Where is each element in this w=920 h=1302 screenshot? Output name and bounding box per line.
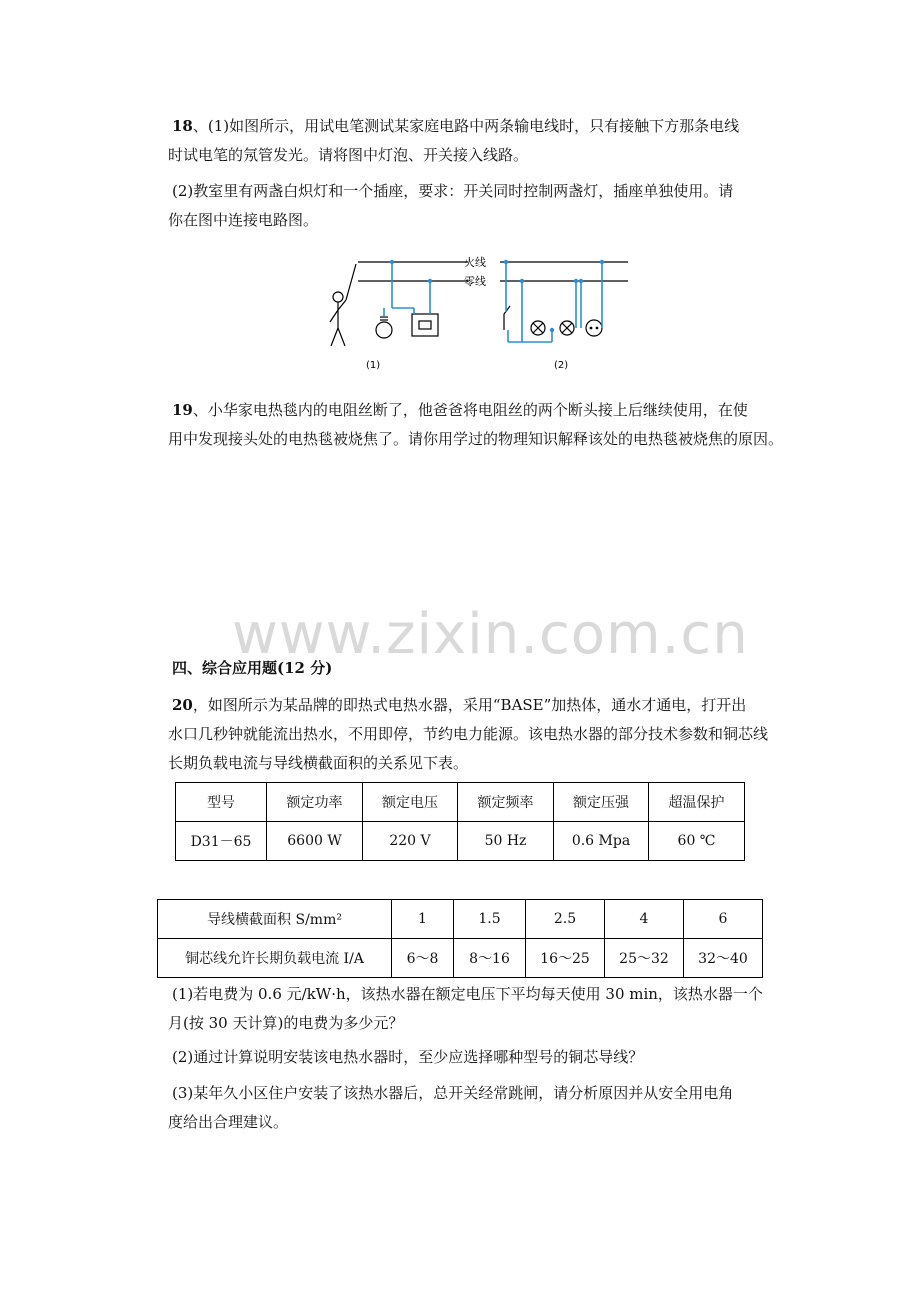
q19-paragraph — [168, 396, 808, 454]
table-cell: 220 V — [363, 822, 458, 861]
q20-sub3-line1: (3)某年久小区住户安装了该热水器后，总开关经常跳闸，请分析原因并从安全用电角 — [172, 1084, 734, 1102]
q20-sub1-line1: (1)若电费为 0.6 元/kW·h，该热水器在额定电压下平均每天使用 30 min，该热水器一个 — [172, 985, 763, 1003]
table-cell: 6 — [684, 900, 763, 939]
table-row-label: 铜芯线允许长期负载电流 I/A — [158, 939, 392, 978]
table-cell: 25～32 — [605, 939, 684, 978]
neutral-wire-label: 零线 — [464, 275, 486, 288]
q20-sub2 — [168, 1043, 796, 1072]
table-row — [158, 939, 763, 978]
q18-part2-line2: 你在图中连接电路图。 — [168, 211, 319, 229]
q18-number: 18 — [172, 117, 193, 135]
table-row — [158, 900, 763, 939]
watermark: www.zixin.com.cn — [232, 602, 749, 667]
table-header-cell: 超温保护 — [649, 783, 745, 822]
q20-paragraph — [168, 691, 796, 778]
live-wire-label: 火线 — [464, 256, 486, 269]
table-cell: 8～16 — [454, 939, 526, 978]
q18-line1: 、(1)如图所示，用试电笔测试某家庭电路中两条输电线时，只有接触下方那条电线 — [192, 117, 740, 135]
table-header-cell: 型号 — [176, 783, 267, 822]
spec-table — [175, 782, 745, 861]
table-row — [176, 822, 745, 861]
q19-line2: 用中发现接头处的电热毯被烧焦了。请你用学过的物理知识解释该处的电热毯被烧焦的原因。 — [168, 430, 784, 448]
q20-line1: ，如图所示为某品牌的即热式电热水器，采用“BASE”加热体，通水才通电，打开出 — [192, 696, 747, 714]
table-cell: 1.5 — [454, 900, 526, 939]
q20-line2: 水口几秒钟就能流出热水，不用即停，节约电力能源。该电热水器的部分技术参数和铜芯线 — [168, 725, 769, 743]
q18-line2: 时试电笔的氖管发光。请将图中灯泡、开关接入线路。 — [168, 146, 529, 164]
table-cell: 32～40 — [684, 939, 763, 978]
q20-line3: 长期负载电流与导线横截面积的关系见下表。 — [168, 754, 469, 772]
q19-number: 19 — [172, 401, 193, 419]
table-cell: 50 Hz — [458, 822, 554, 861]
table-cell: 0.6 Mpa — [554, 822, 649, 861]
q20-sub2-text: (2)通过计算说明安装该电热水器时，至少应选择哪种型号的铜芯导线？ — [172, 1048, 644, 1066]
table-cell: 60 ℃ — [649, 822, 745, 861]
figure-caption-2: (2) — [554, 360, 569, 371]
table-cell: D31－65 — [176, 822, 267, 861]
table-cell: 4 — [605, 900, 684, 939]
table-cell: 1 — [392, 900, 454, 939]
table-cell: 6600 W — [267, 822, 363, 861]
circuit-figure — [318, 250, 638, 378]
q20-number: 20 — [172, 696, 193, 714]
q18-part2-line1: (2)教室里有两盏白炽灯和一个插座，要求：开关同时控制两盏灯，插座单独使用。请 — [172, 182, 734, 200]
table-row-label: 导线横截面积 S/mm² — [158, 900, 392, 939]
table-header-cell: 额定压强 — [554, 783, 649, 822]
table-cell: 2.5 — [526, 900, 605, 939]
q18-part2 — [168, 177, 796, 235]
q20-sub3 — [168, 1079, 796, 1137]
q20-sub1-line2: 月(按 30 天计算)的电费为多少元？ — [168, 1014, 404, 1032]
q20-sub1 — [168, 980, 796, 1038]
table-cell: 6～8 — [392, 939, 454, 978]
table-header-cell: 额定频率 — [458, 783, 554, 822]
table-row — [176, 783, 745, 822]
q19-line1: 、小华家电热毯内的电阻丝断了，他爸爸将电阻丝的两个断头接上后继续使用，在使 — [192, 401, 748, 419]
table-cell: 16～25 — [526, 939, 605, 978]
q20-sub3-line2: 度给出合理建议。 — [168, 1113, 289, 1131]
wire-table — [157, 899, 763, 978]
figure-caption-1: (1) — [366, 360, 381, 371]
table-header-cell: 额定功率 — [267, 783, 363, 822]
q18-paragraph — [168, 112, 796, 170]
table-header-cell: 额定电压 — [363, 783, 458, 822]
section-4-heading: 四、综合应用题(12 分) — [172, 659, 333, 677]
